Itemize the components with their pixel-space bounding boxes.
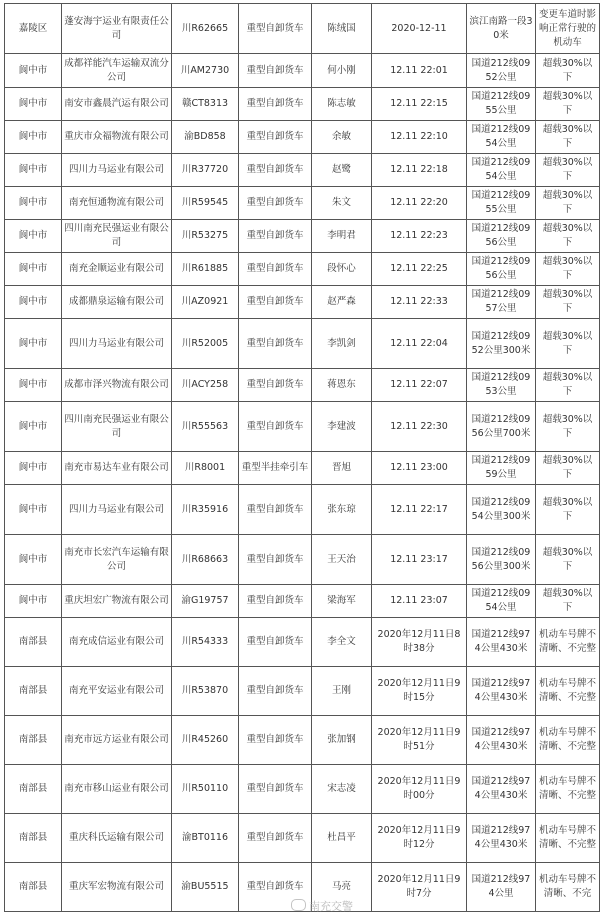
cell-type: 重型自卸货车 [239, 585, 312, 618]
cell-violation: 超载30%以下 [536, 369, 600, 402]
cell-plate: 川R50110 [172, 765, 239, 814]
cell-company: 南充恒通物流有限公司 [62, 187, 172, 220]
cell-type: 重型自卸货车 [239, 765, 312, 814]
cell-time: 12.11 22:25 [372, 253, 467, 286]
cell-time: 12.11 22:15 [372, 88, 467, 121]
cell-district: 嘉陵区 [5, 4, 62, 54]
cell-plate: 川AZ0921 [172, 286, 239, 319]
table-row [5, 88, 600, 121]
cell-plate: 川R59545 [172, 187, 239, 220]
table-row [5, 54, 600, 88]
cell-type: 重型自卸货车 [239, 535, 312, 585]
cell-time: 12.11 22:01 [372, 54, 467, 88]
cell-company: 南充市易达车业有限公司 [62, 452, 172, 485]
cell-type: 重型自卸货车 [239, 121, 312, 154]
cell-location: 国道212线974公里430米 [467, 618, 536, 667]
cell-driver: 赵严森 [312, 286, 372, 319]
cell-company: 四川力马运业有限公司 [62, 319, 172, 369]
table-row [5, 187, 600, 220]
cell-type: 重型自卸货车 [239, 618, 312, 667]
cell-plate: 川AM2730 [172, 54, 239, 88]
cell-violation: 机动车号牌不清晰、不完整 [536, 618, 600, 667]
cell-location: 国道212线974公里430米 [467, 765, 536, 814]
cell-plate: 川R8001 [172, 452, 239, 485]
cell-district: 阆中市 [5, 253, 62, 286]
cell-driver: 陈绒国 [312, 4, 372, 54]
cell-location: 国道212线0954公里 [467, 121, 536, 154]
cell-plate: 川R54333 [172, 618, 239, 667]
cell-plate: 川R68663 [172, 535, 239, 585]
cell-location: 国道212线974公里430米 [467, 814, 536, 863]
cell-time: 12.11 22:10 [372, 121, 467, 154]
cell-plate: 川R35916 [172, 485, 239, 535]
cell-type: 重型自卸货车 [239, 4, 312, 54]
cell-driver: 何小刚 [312, 54, 372, 88]
cell-company: 重庆科氏运输有限公司 [62, 814, 172, 863]
cell-violation: 变更车道时影响正常行驶的机动车 [536, 4, 600, 54]
cell-plate: 渝G19757 [172, 585, 239, 618]
cell-company: 成都市泽兴物流有限公司 [62, 369, 172, 402]
cell-location: 国道212线0956公里700米 [467, 402, 536, 452]
cell-violation: 机动车号牌不清晰、不完整 [536, 765, 600, 814]
cell-district: 阆中市 [5, 121, 62, 154]
cell-time: 2020年12月11日9时15分 [372, 667, 467, 716]
cell-district: 南部县 [5, 765, 62, 814]
cell-plate: 川ACY258 [172, 369, 239, 402]
cell-company: 重庆坦宏广物流有限公司 [62, 585, 172, 618]
cell-type: 重型半挂牵引车 [239, 452, 312, 485]
cell-district: 阆中市 [5, 88, 62, 121]
cell-time: 12.11 23:00 [372, 452, 467, 485]
cell-district: 阆中市 [5, 452, 62, 485]
cell-violation: 超载30%以下 [536, 319, 600, 369]
cell-driver: 张加钢 [312, 716, 372, 765]
cell-driver: 王天治 [312, 535, 372, 585]
cell-time: 12.11 22:23 [372, 220, 467, 253]
cell-time: 2020年12月11日9时7分 [372, 863, 467, 912]
cell-district: 阆中市 [5, 154, 62, 187]
cell-violation: 超载30%以下 [536, 485, 600, 535]
cell-type: 重型自卸货车 [239, 716, 312, 765]
cell-driver: 段怀心 [312, 253, 372, 286]
cell-plate: 川R55563 [172, 402, 239, 452]
cell-district: 南部县 [5, 863, 62, 912]
cell-violation: 超载30%以下 [536, 88, 600, 121]
cell-time: 12.11 23:07 [372, 585, 467, 618]
cell-type: 重型自卸货车 [239, 54, 312, 88]
cell-district: 阆中市 [5, 535, 62, 585]
cell-violation: 超载30%以下 [536, 54, 600, 88]
cell-violation: 超载30%以下 [536, 154, 600, 187]
cell-district: 阆中市 [5, 485, 62, 535]
cell-company: 四川南充民强运业有限公司 [62, 220, 172, 253]
cell-type: 重型自卸货车 [239, 402, 312, 452]
cell-type: 重型自卸货车 [239, 220, 312, 253]
cell-district: 阆中市 [5, 286, 62, 319]
cell-location: 国道212线0956公里 [467, 253, 536, 286]
table-row [5, 667, 600, 716]
table-row [5, 220, 600, 253]
cell-time: 12.11 22:17 [372, 485, 467, 535]
cell-location: 国道212线0952公里 [467, 54, 536, 88]
cell-district: 南部县 [5, 814, 62, 863]
cell-time: 2020年12月11日8时38分 [372, 618, 467, 667]
cell-company: 南充平安运业有限公司 [62, 667, 172, 716]
cell-district: 阆中市 [5, 220, 62, 253]
cell-district: 阆中市 [5, 369, 62, 402]
cell-violation: 超载30%以下 [536, 253, 600, 286]
table-row [5, 4, 600, 54]
cell-location: 国道212线974公里430米 [467, 667, 536, 716]
weibo-icon [291, 899, 306, 911]
cell-type: 重型自卸货车 [239, 253, 312, 286]
cell-plate: 川R37720 [172, 154, 239, 187]
cell-type: 重型自卸货车 [239, 187, 312, 220]
cell-time: 12.11 22:04 [372, 319, 467, 369]
cell-location: 国道212线0954公里300米 [467, 485, 536, 535]
cell-location: 国道212线0955公里 [467, 88, 536, 121]
table-row [5, 369, 600, 402]
cell-location: 国道212线974公里 [467, 863, 536, 912]
watermark [291, 898, 353, 914]
cell-district: 南部县 [5, 716, 62, 765]
cell-time: 12.11 22:18 [372, 154, 467, 187]
cell-company: 南充成信运业有限公司 [62, 618, 172, 667]
cell-driver: 李建波 [312, 402, 372, 452]
cell-company: 南充金顺运业有限公司 [62, 253, 172, 286]
cell-violation: 超载30%以下 [536, 452, 600, 485]
cell-location: 国道212线0953公里 [467, 369, 536, 402]
table-row [5, 535, 600, 585]
cell-violation: 机动车号牌不清晰、不完 [536, 863, 600, 912]
table-row [5, 253, 600, 286]
cell-type: 重型自卸货车 [239, 88, 312, 121]
cell-violation: 超载30%以下 [536, 585, 600, 618]
cell-plate: 渝BU5515 [172, 863, 239, 912]
cell-district: 阆中市 [5, 319, 62, 369]
cell-driver: 王刚 [312, 667, 372, 716]
cell-type: 重型自卸货车 [239, 814, 312, 863]
cell-location: 国道212线974公里430米 [467, 716, 536, 765]
cell-violation: 机动车号牌不清晰、不完整 [536, 716, 600, 765]
violation-table [4, 3, 600, 912]
table-row [5, 618, 600, 667]
cell-type: 重型自卸货车 [239, 667, 312, 716]
table-row [5, 814, 600, 863]
cell-location: 国道212线0956公里300米 [467, 535, 536, 585]
cell-time: 12.11 22:20 [372, 187, 467, 220]
cell-violation: 超载30%以下 [536, 286, 600, 319]
cell-violation: 超载30%以下 [536, 121, 600, 154]
watermark-text: 南充交警 [309, 900, 353, 913]
cell-driver: 蒋恩东 [312, 369, 372, 402]
cell-plate: 川R45260 [172, 716, 239, 765]
cell-plate: 渝BD858 [172, 121, 239, 154]
cell-company: 重庆市众福物流有限公司 [62, 121, 172, 154]
cell-driver: 张东琼 [312, 485, 372, 535]
cell-location: 国道212线0956公里 [467, 220, 536, 253]
cell-location: 国道212线0959公里 [467, 452, 536, 485]
cell-company: 成都鼎泉运输有限公司 [62, 286, 172, 319]
cell-company: 南充市远方运业有限公司 [62, 716, 172, 765]
cell-type: 重型自卸货车 [239, 154, 312, 187]
cell-driver: 余敏 [312, 121, 372, 154]
cell-company: 四川力马运业有限公司 [62, 154, 172, 187]
cell-time: 2020年12月11日9时51分 [372, 716, 467, 765]
cell-company: 南充市移山运业有限公司 [62, 765, 172, 814]
cell-type: 重型自卸货车 [239, 286, 312, 319]
cell-company: 四川南充民强运业有限公司 [62, 402, 172, 452]
cell-violation: 机动车号牌不清晰、不完整 [536, 667, 600, 716]
cell-driver: 宋志凌 [312, 765, 372, 814]
cell-plate: 川R53870 [172, 667, 239, 716]
table-row [5, 485, 600, 535]
cell-driver: 晋旭 [312, 452, 372, 485]
cell-plate: 川R62665 [172, 4, 239, 54]
cell-driver: 李凯剑 [312, 319, 372, 369]
table-row [5, 154, 600, 187]
cell-time: 12.11 22:07 [372, 369, 467, 402]
cell-time: 12.11 23:17 [372, 535, 467, 585]
table-row [5, 286, 600, 319]
table-body [5, 4, 600, 912]
cell-plate: 川R53275 [172, 220, 239, 253]
cell-time: 12.11 22:33 [372, 286, 467, 319]
table-row [5, 319, 600, 369]
cell-district: 阆中市 [5, 187, 62, 220]
cell-type: 重型自卸货车 [239, 369, 312, 402]
cell-driver: 朱文 [312, 187, 372, 220]
cell-location: 国道212线0957公里 [467, 286, 536, 319]
cell-driver: 梁海军 [312, 585, 372, 618]
cell-company: 蓬安海宇运业有限责任公司 [62, 4, 172, 54]
cell-violation: 超载30%以下 [536, 535, 600, 585]
cell-time: 2020年12月11日9时12分 [372, 814, 467, 863]
cell-district: 阆中市 [5, 54, 62, 88]
cell-violation: 超载30%以下 [536, 220, 600, 253]
cell-type: 重型自卸货车 [239, 319, 312, 369]
cell-type: 重型自卸货车 [239, 485, 312, 535]
cell-time: 2020年12月11日9时00分 [372, 765, 467, 814]
cell-violation: 机动车号牌不清晰、不完整 [536, 814, 600, 863]
cell-time: 12.11 22:30 [372, 402, 467, 452]
cell-driver: 陈志敏 [312, 88, 372, 121]
cell-type: 重型自卸货车 [239, 863, 312, 912]
cell-company: 重庆军宏物流有限公司 [62, 863, 172, 912]
cell-plate: 渝BT0116 [172, 814, 239, 863]
table-row [5, 765, 600, 814]
cell-company: 南安市鑫晨汽运有限公司 [62, 88, 172, 121]
table-row [5, 585, 600, 618]
cell-district: 南部县 [5, 667, 62, 716]
cell-driver: 杜昌平 [312, 814, 372, 863]
cell-company: 南充市长宏汽车运输有限公司 [62, 535, 172, 585]
table-row [5, 452, 600, 485]
table-row [5, 121, 600, 154]
cell-location: 国道212线0954公里 [467, 585, 536, 618]
cell-plate: 川R52005 [172, 319, 239, 369]
cell-driver: 李全文 [312, 618, 372, 667]
cell-driver: 李明君 [312, 220, 372, 253]
cell-district: 阆中市 [5, 402, 62, 452]
cell-violation: 超载30%以下 [536, 402, 600, 452]
cell-plate: 赣CT8313 [172, 88, 239, 121]
table-row [5, 402, 600, 452]
cell-location: 国道212线0952公里300米 [467, 319, 536, 369]
cell-driver: 赵鹭 [312, 154, 372, 187]
cell-company: 四川力马运业有限公司 [62, 485, 172, 535]
cell-violation: 超载30%以下 [536, 187, 600, 220]
cell-company: 成都祥能汽车运输双流分公司 [62, 54, 172, 88]
cell-time: 2020-12-11 [372, 4, 467, 54]
cell-location: 国道212线0954公里 [467, 154, 536, 187]
cell-plate: 川R61885 [172, 253, 239, 286]
cell-district: 阆中市 [5, 585, 62, 618]
cell-driver: 马亮 [312, 863, 372, 912]
cell-location: 滨江南路一段30米 [467, 4, 536, 54]
table-row [5, 716, 600, 765]
cell-location: 国道212线0955公里 [467, 187, 536, 220]
cell-district: 南部县 [5, 618, 62, 667]
